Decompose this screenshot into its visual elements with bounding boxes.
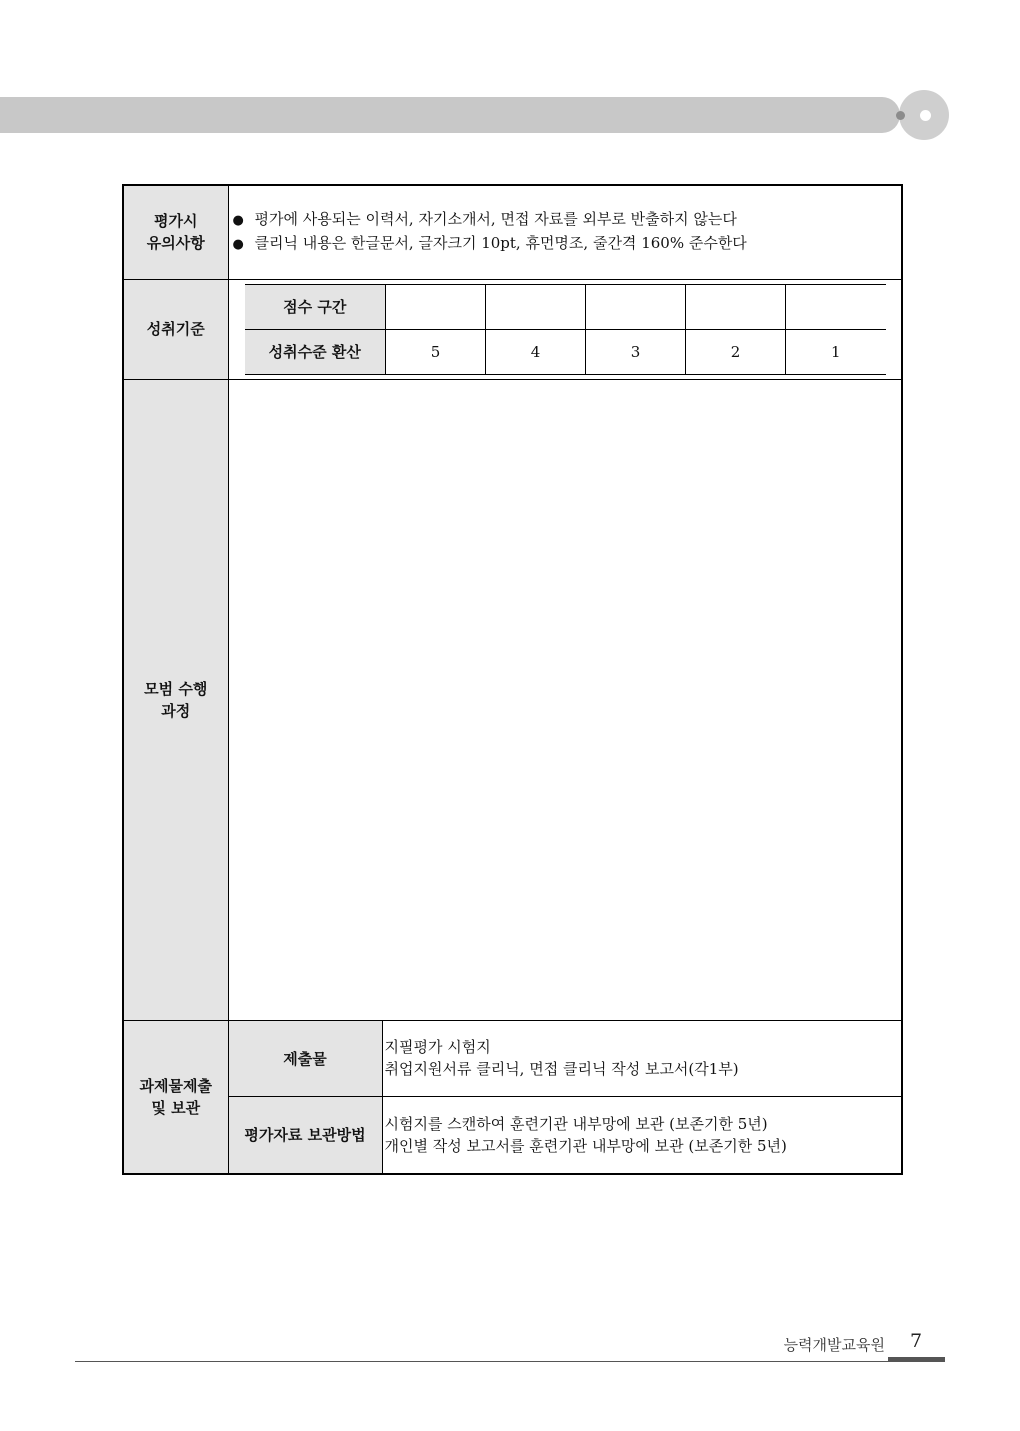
note-text: 클리닉 내용은 한글문서, 글자크기 10pt, 휴먼명조, 줄간격 160% 준수한다 [254, 234, 747, 253]
storage-content [382, 1096, 902, 1174]
storage-line: 개인별 작성 보고서를 훈련기관 내부망에 보관 (보존기한 5년) [384, 1136, 787, 1155]
notes-label [123, 185, 228, 279]
score-range-cell [486, 284, 586, 329]
footer-accent-bar [888, 1357, 945, 1362]
header-dot-gray [896, 111, 905, 120]
storage-row [123, 1096, 902, 1174]
conversion-label: 성취수준 환산 [245, 329, 386, 374]
note-item [233, 232, 898, 256]
level-cell: 5 [386, 329, 486, 374]
model-process-content [228, 379, 902, 1020]
page-number: 7 [909, 1330, 923, 1352]
deliverable-row [123, 1020, 902, 1096]
header-dot-white [920, 110, 931, 121]
score-range-cell [786, 284, 886, 329]
notes-label-line1: 평가시 [154, 212, 198, 231]
level-cell: 1 [786, 329, 886, 374]
model-label-line1: 모범 수행 [144, 679, 208, 698]
note-item [233, 208, 898, 232]
deliverable-line: 지필평가 시험지 [384, 1038, 491, 1056]
score-range-cell [686, 284, 786, 329]
bullet-icon: ● [232, 237, 244, 253]
notes-content [228, 185, 902, 279]
level-cell: 2 [686, 329, 786, 374]
model-label-line2: 과정 [161, 701, 191, 720]
criteria-row [123, 279, 902, 379]
score-range-cell [586, 284, 686, 329]
criteria-label: 성취기준 [123, 279, 228, 379]
level-cell: 4 [486, 329, 586, 374]
notes-row [123, 185, 902, 279]
storage-label: 평가자료 보관방법 [228, 1096, 382, 1174]
submission-label-line1: 과제물제출 [139, 1076, 212, 1095]
deliverable-label: 제출물 [228, 1020, 382, 1096]
notes-label-line2: 유의사항 [146, 234, 205, 253]
model-process-label [123, 379, 228, 1020]
bullet-icon: ● [232, 213, 244, 229]
header-band [0, 97, 900, 133]
footer-rule [75, 1361, 945, 1362]
conversion-row [245, 329, 886, 374]
submission-label-line2: 및 보관 [151, 1098, 201, 1117]
footer-organization: 능력개발교육원 [783, 1336, 885, 1354]
deliverable-line: 취업지원서류 클리닉, 면접 클리닉 작성 보고서(각1부) [384, 1060, 739, 1078]
model-process-row [123, 379, 902, 1020]
level-cell: 3 [586, 329, 686, 374]
criteria-content [228, 279, 902, 379]
submission-label [123, 1020, 228, 1174]
score-range-row [245, 284, 886, 329]
deliverable-content [382, 1020, 902, 1096]
note-text: 평가에 사용되는 이력서, 자기소개서, 면접 자료를 외부로 반출하지 않는다 [254, 210, 737, 229]
criteria-table [245, 284, 886, 375]
evaluation-table [122, 184, 903, 1175]
storage-line: 시험지를 스캔하여 훈련기관 내부망에 보관 (보존기한 5년) [384, 1114, 768, 1133]
score-range-cell [386, 284, 486, 329]
score-range-label: 점수 구간 [245, 284, 386, 329]
